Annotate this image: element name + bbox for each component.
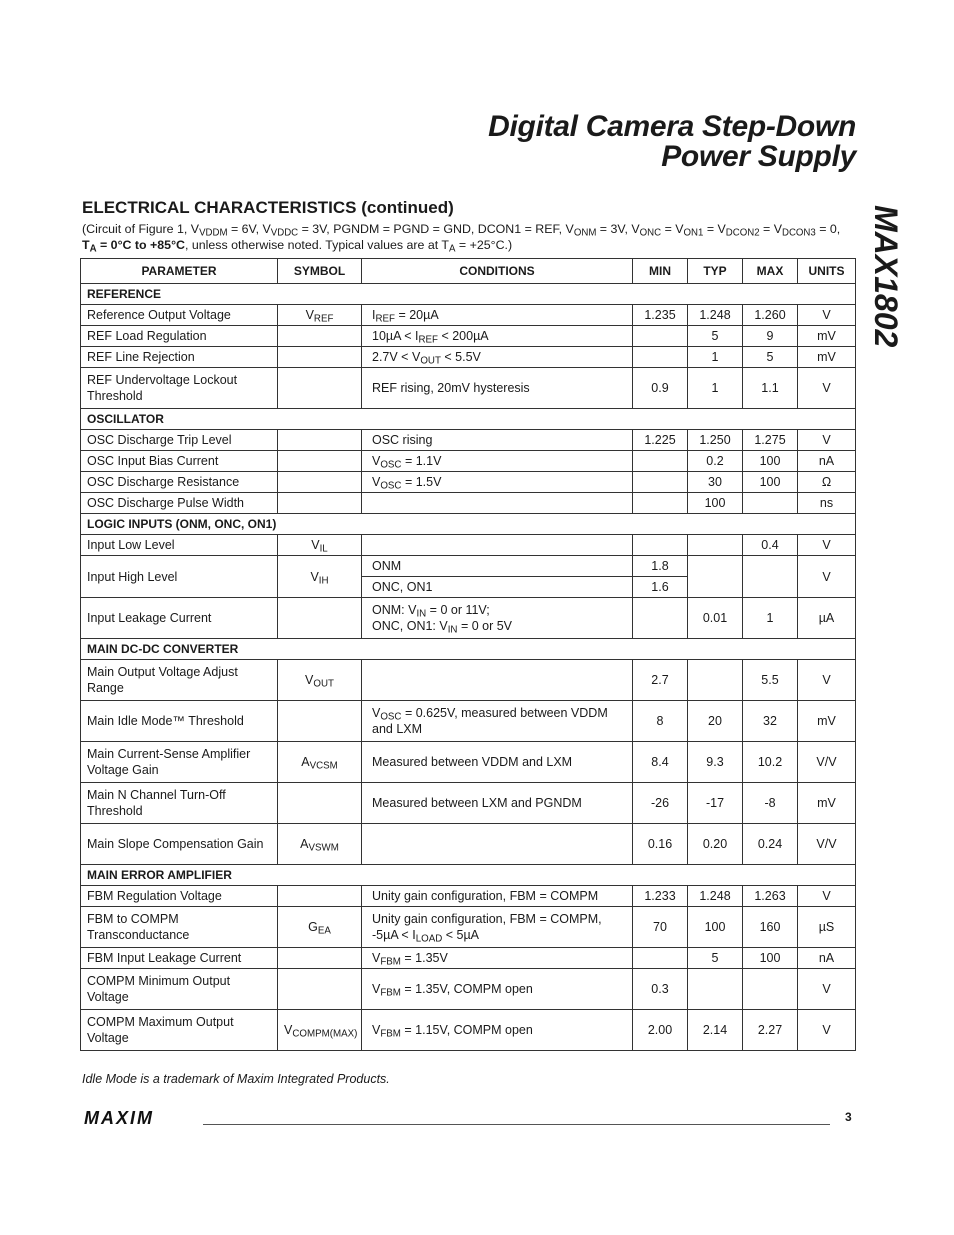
maxim-logo <box>84 1110 192 1126</box>
typ-cell: 100 <box>688 907 743 948</box>
units-cell: V <box>798 1010 856 1051</box>
min-cell <box>633 948 688 969</box>
table-row <box>81 430 856 451</box>
param-cell: COMPM Maximum Output Voltage <box>81 1010 278 1051</box>
conditions-cell: Unity gain configuration, FBM = COMPM, $-5\mu A < I_{LOAD} < 5\mu A$ <box>362 907 633 948</box>
header-symbol: SYMBOL <box>278 259 362 284</box>
conditions-cell: Measured between LXM and PGNDM <box>362 783 633 824</box>
param-cell: Main N Channel Turn-Off Threshold <box>81 783 278 824</box>
units-cell: ns <box>798 493 856 514</box>
param-cell: COMPM Minimum Output Voltage <box>81 969 278 1010</box>
symbol-cell: $A_{VCSM}$ <box>278 742 362 783</box>
typ-cell: 30 <box>688 472 743 493</box>
symbol-cell <box>278 969 362 1010</box>
units-cell: nA <box>798 451 856 472</box>
param-cell: Main Slope Compensation Gain <box>81 824 278 865</box>
max-cell <box>743 493 798 514</box>
table-row <box>81 451 856 472</box>
conditions-cell: $V_{OSC} = 1.1V$ <box>362 451 633 472</box>
symbol-cell <box>278 948 362 969</box>
header-max: MAX <box>743 259 798 284</box>
header-conditions: CONDITIONS <box>362 259 633 284</box>
typ-cell: 20 <box>688 701 743 742</box>
units-cell: µA <box>798 598 856 639</box>
table-row <box>81 598 856 639</box>
table-row <box>81 948 856 969</box>
conditions-cell: $I_{REF} = 20\mu A$ <box>362 305 633 326</box>
conditions-cell: $V_{OSC} = 0.625V$, measured between VDDM and LXM <box>362 701 633 742</box>
max-cell: 1.275 <box>743 430 798 451</box>
conditions-cell: $V_{OSC} = 1.5V$ <box>362 472 633 493</box>
min-cell <box>633 493 688 514</box>
param-cell: Reference Output Voltage <box>81 305 278 326</box>
table-header-row <box>81 259 856 284</box>
symbol-cell <box>278 430 362 451</box>
section-logic-inputs: LOGIC INPUTS (ONM, ONC, ON1) <box>81 514 856 535</box>
param-cell: REF Load Regulation <box>81 326 278 347</box>
min-cell: 0.16 <box>633 824 688 865</box>
table-row <box>81 886 856 907</box>
conditions-cell <box>362 824 633 865</box>
typ-cell <box>688 556 743 598</box>
svg-text:MAXIM: MAXIM <box>84 1110 154 1126</box>
electrical-characteristics-table <box>80 258 856 1051</box>
conditions-cell: $10\mu A < I_{REF} < 200\mu A$ <box>362 326 633 347</box>
min-cell: 1.225 <box>633 430 688 451</box>
conditions-cell <box>362 535 633 556</box>
param-cell: OSC Discharge Pulse Width <box>81 493 278 514</box>
max-cell: 32 <box>743 701 798 742</box>
symbol-cell <box>278 347 362 368</box>
typ-cell: 100 <box>688 493 743 514</box>
max-cell: 160 <box>743 907 798 948</box>
side-part-number <box>867 205 907 365</box>
units-cell: µS <box>798 907 856 948</box>
table-row <box>81 472 856 493</box>
symbol-cell: $G_{EA}$ <box>278 907 362 948</box>
page-number: 3 <box>845 1110 852 1124</box>
param-cell: OSC Discharge Resistance <box>81 472 278 493</box>
param-cell: FBM to COMPM Transconductance <box>81 907 278 948</box>
table-row <box>81 305 856 326</box>
typ-cell: 1 <box>688 347 743 368</box>
conditions-cell: Unity gain configuration, FBM = COMPM <box>362 886 633 907</box>
units-cell: V <box>798 368 856 409</box>
section-heading: ELECTRICAL CHARACTERISTICS (continued) <box>82 198 454 217</box>
conditions-cell: REF rising, 20mV hysteresis <box>362 368 633 409</box>
header-parameter: PARAMETER <box>81 259 278 284</box>
param-cell: Main Current-Sense Amplifier Voltage Gain <box>81 742 278 783</box>
units-cell: V <box>798 556 856 598</box>
min-cell <box>633 347 688 368</box>
table-row <box>81 824 856 865</box>
part-number-label: MAX1802 <box>868 205 904 348</box>
min-cell: 0.9 <box>633 368 688 409</box>
units-cell: Ω <box>798 472 856 493</box>
min-cell: 0.3 <box>633 969 688 1010</box>
table-row <box>81 742 856 783</box>
conditions-cell: $V_{FBM} = 1.35V$, COMPM open <box>362 969 633 1010</box>
units-cell: V <box>798 886 856 907</box>
param-cell: OSC Input Bias Current <box>81 451 278 472</box>
table-row <box>81 326 856 347</box>
symbol-cell <box>278 451 362 472</box>
conditions-cell: Measured between VDDM and LXM <box>362 742 633 783</box>
min-cell: 8.4 <box>633 742 688 783</box>
table-row <box>81 1010 856 1051</box>
table-row <box>81 907 856 948</box>
table-row <box>81 493 856 514</box>
max-cell: 10.2 <box>743 742 798 783</box>
symbol-cell: $V_{IL}$ <box>278 535 362 556</box>
param-cell: Input Low Level <box>81 535 278 556</box>
units-cell: V/V <box>798 824 856 865</box>
min-cell: 1.233 <box>633 886 688 907</box>
units-cell: V <box>798 535 856 556</box>
min-cell: -26 <box>633 783 688 824</box>
header-units: UNITS <box>798 259 856 284</box>
max-cell: 100 <box>743 472 798 493</box>
units-cell: V/V <box>798 742 856 783</box>
conditions-cell <box>362 493 633 514</box>
section-oscillator: OSCILLATOR <box>81 409 856 430</box>
symbol-cell <box>278 326 362 347</box>
symbol-cell <box>278 493 362 514</box>
max-cell: 100 <box>743 948 798 969</box>
symbol-cell <box>278 368 362 409</box>
conditions-cell: ONM: $V_{IN} = 0$ or 11V; ONC, ON1: $V_{IN} = 0$ or 5V <box>362 598 633 639</box>
typ-cell <box>688 535 743 556</box>
document-title <box>488 112 856 172</box>
min-cell <box>633 535 688 556</box>
typ-cell: 1.250 <box>688 430 743 451</box>
param-cell: Input High Level <box>81 556 278 598</box>
symbol-cell <box>278 701 362 742</box>
max-cell: 1.1 <box>743 368 798 409</box>
param-cell: REF Undervoltage Lockout Threshold <box>81 368 278 409</box>
table-row <box>81 556 856 577</box>
units-cell: V <box>798 969 856 1010</box>
table-row <box>81 969 856 1010</box>
min-cell: 1.6 <box>633 577 688 598</box>
typ-cell <box>688 660 743 701</box>
min-cell: 2.7 <box>633 660 688 701</box>
typ-cell: -17 <box>688 783 743 824</box>
symbol-cell: $V_{IH}$ <box>278 556 362 598</box>
min-cell <box>633 451 688 472</box>
param-cell: REF Line Rejection <box>81 347 278 368</box>
units-cell: V <box>798 660 856 701</box>
table-row <box>81 347 856 368</box>
section-reference: REFERENCE <box>81 284 856 305</box>
typ-cell: 9.3 <box>688 742 743 783</box>
typ-cell: 1 <box>688 368 743 409</box>
min-cell <box>633 598 688 639</box>
symbol-cell: $V_{COMPM(MAX)}$ <box>278 1010 362 1051</box>
max-cell: 1.260 <box>743 305 798 326</box>
max-cell: 9 <box>743 326 798 347</box>
min-cell: 2.00 <box>633 1010 688 1051</box>
table-row <box>81 701 856 742</box>
max-cell: 100 <box>743 451 798 472</box>
conditions-cell <box>362 660 633 701</box>
param-cell: OSC Discharge Trip Level <box>81 430 278 451</box>
typ-cell: 0.2 <box>688 451 743 472</box>
symbol-cell <box>278 472 362 493</box>
header-typ: TYP <box>688 259 743 284</box>
title-line-1: Digital Camera Step-Down <box>488 110 856 143</box>
typ-cell: 5 <box>688 948 743 969</box>
min-cell: 1.235 <box>633 305 688 326</box>
table-row <box>81 535 856 556</box>
typ-cell: 1.248 <box>688 305 743 326</box>
symbol-cell <box>278 783 362 824</box>
typ-cell: 5 <box>688 326 743 347</box>
typ-cell: 0.01 <box>688 598 743 639</box>
test-conditions-note: (Circuit of Figure 1, $V_{VDDM} = 6V$, $V_{VDDC} = 3V$, PGNDM = PGND = GND, DCON1 = REF, $V_{ONM} = 3V$, $V_{ONC} = V_{ON1} = V_{DCON2} = V_{DCON3} = 0$, $T_A = 0^\circ C$ to +85°C, unless otherwise noted. Typical values are at $T_A = +25^\circ C$.) <box>82 222 841 255</box>
max-cell: 5 <box>743 347 798 368</box>
param-cell: Main Output Voltage Adjust Range <box>81 660 278 701</box>
symbol-cell <box>278 598 362 639</box>
max-cell <box>743 969 798 1010</box>
param-cell: Main Idle Mode™ Threshold <box>81 701 278 742</box>
table-row <box>81 660 856 701</box>
typ-cell <box>688 969 743 1010</box>
min-cell: 70 <box>633 907 688 948</box>
conditions-cell: $V_{FBM} = 1.15V$, COMPM open <box>362 1010 633 1051</box>
min-cell <box>633 472 688 493</box>
units-cell: V <box>798 305 856 326</box>
max-cell: 1 <box>743 598 798 639</box>
min-cell: 1.8 <box>633 556 688 577</box>
conditions-cell: $2.7V < V_{OUT} < 5.5V$ <box>362 347 633 368</box>
param-cell: Input Leakage Current <box>81 598 278 639</box>
min-cell <box>633 326 688 347</box>
max-cell: -8 <box>743 783 798 824</box>
param-cell: FBM Regulation Voltage <box>81 886 278 907</box>
symbol-cell: $V_{OUT}$ <box>278 660 362 701</box>
table-row <box>81 368 856 409</box>
conditions-cell: ONM <box>362 556 633 577</box>
units-cell: mV <box>798 783 856 824</box>
max-cell: 0.24 <box>743 824 798 865</box>
param-cell: FBM Input Leakage Current <box>81 948 278 969</box>
units-cell: mV <box>798 326 856 347</box>
symbol-cell: $A_{VSWM}$ <box>278 824 362 865</box>
header-min: MIN <box>633 259 688 284</box>
units-cell: nA <box>798 948 856 969</box>
trademark-footnote: Idle Mode is a trademark of Maxim Integrated Products. <box>82 1072 390 1086</box>
max-cell <box>743 556 798 598</box>
max-cell: 0.4 <box>743 535 798 556</box>
max-cell: 1.263 <box>743 886 798 907</box>
units-cell: mV <box>798 701 856 742</box>
typ-cell: 2.14 <box>688 1010 743 1051</box>
title-line-2: Power Supply <box>661 140 856 173</box>
symbol-cell: $V_{REF}$ <box>278 305 362 326</box>
typ-cell: 0.20 <box>688 824 743 865</box>
conditions-cell: ONC, ON1 <box>362 577 633 598</box>
max-cell: 2.27 <box>743 1010 798 1051</box>
units-cell: mV <box>798 347 856 368</box>
table-row <box>81 783 856 824</box>
section-main-error-amplifier: MAIN ERROR AMPLIFIER <box>81 865 856 886</box>
footer-divider <box>203 1124 830 1125</box>
symbol-cell <box>278 886 362 907</box>
conditions-cell: $V_{FBM} = 1.35V$ <box>362 948 633 969</box>
max-cell: 5.5 <box>743 660 798 701</box>
conditions-cell: OSC rising <box>362 430 633 451</box>
section-main-dc-dc-converter: MAIN DC-DC CONVERTER <box>81 639 856 660</box>
min-cell: 8 <box>633 701 688 742</box>
typ-cell: 1.248 <box>688 886 743 907</box>
units-cell: V <box>798 430 856 451</box>
